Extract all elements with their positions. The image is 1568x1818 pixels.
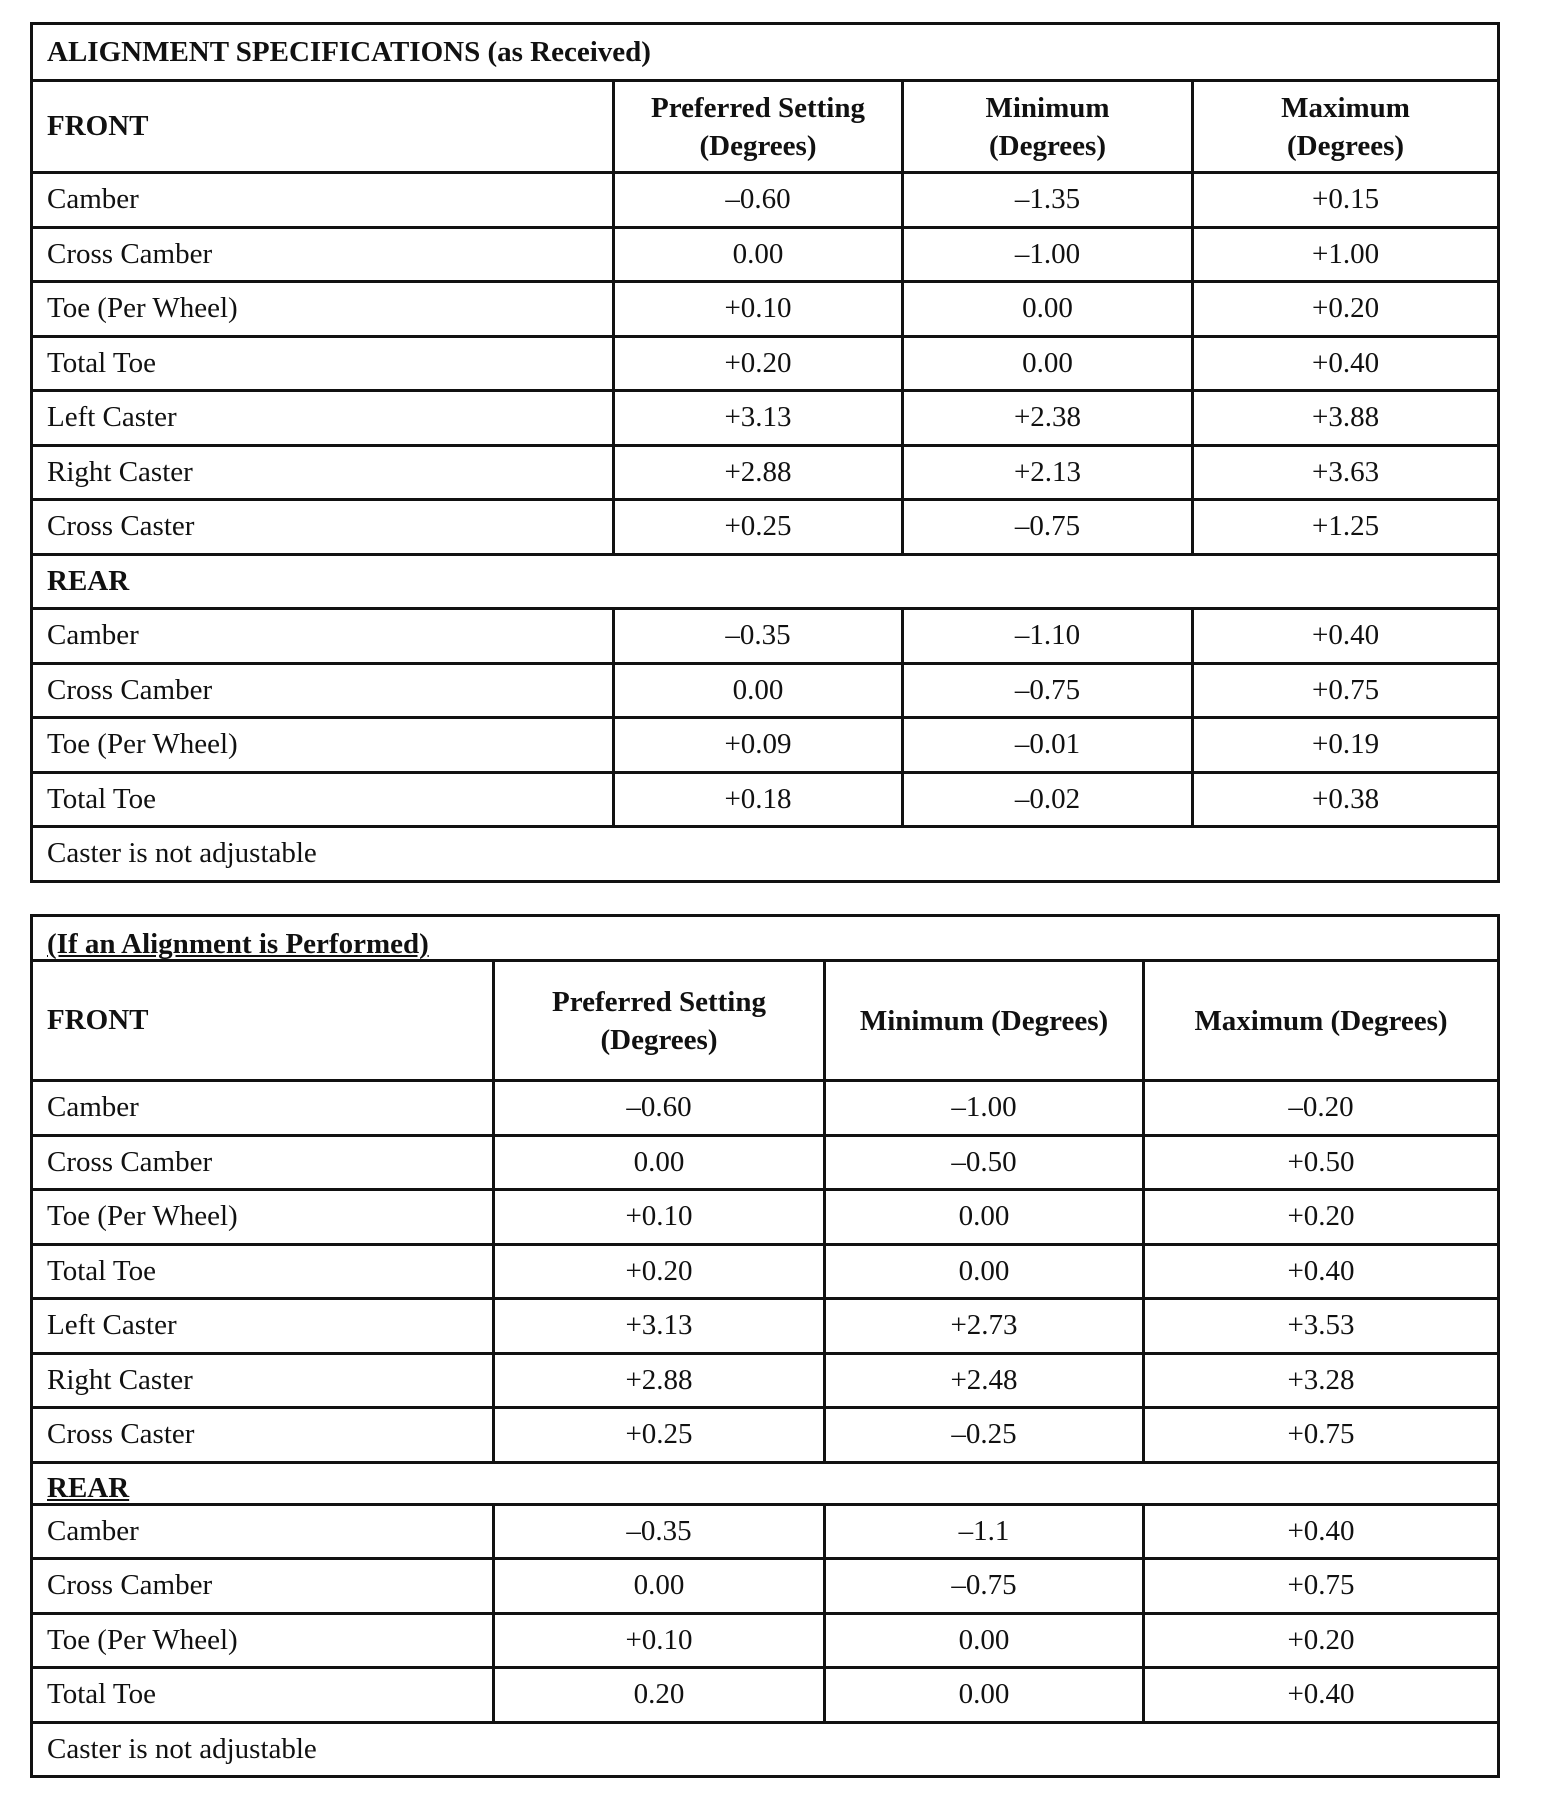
table-title-row bbox=[32, 24, 1499, 81]
maximum-value: +0.40 bbox=[1193, 336, 1499, 391]
table-row bbox=[32, 1244, 1499, 1299]
maximum-value: +0.75 bbox=[1144, 1559, 1499, 1614]
table-row bbox=[32, 1559, 1499, 1614]
minimum-value: 0.00 bbox=[825, 1668, 1144, 1723]
table-header-row bbox=[32, 81, 1499, 173]
minimum-value: –0.50 bbox=[825, 1135, 1144, 1190]
rear-section-row bbox=[32, 554, 1499, 609]
maximum-value: –0.20 bbox=[1144, 1081, 1499, 1136]
preferred-value: +0.09 bbox=[614, 718, 903, 773]
col-header-line: (Degrees) bbox=[988, 129, 1106, 162]
preferred-value: –0.60 bbox=[614, 173, 903, 228]
row-label: Camber bbox=[32, 609, 614, 664]
preferred-value: 0.20 bbox=[494, 1668, 825, 1723]
table-row bbox=[32, 445, 1499, 500]
row-label: Right Caster bbox=[32, 445, 614, 500]
front-section-label: FRONT bbox=[32, 961, 494, 1081]
table-footer-note: Caster is not adjustable bbox=[32, 827, 1499, 882]
maximum-value: +0.20 bbox=[1193, 282, 1499, 337]
maximum-value: +1.25 bbox=[1193, 500, 1499, 555]
maximum-value: +0.40 bbox=[1193, 609, 1499, 664]
row-label: Right Caster bbox=[32, 1353, 494, 1408]
preferred-value: 0.00 bbox=[614, 663, 903, 718]
maximum-value: +3.28 bbox=[1144, 1353, 1499, 1408]
preferred-value: –0.35 bbox=[494, 1504, 825, 1559]
col-header-maximum bbox=[1193, 81, 1499, 173]
preferred-value: +0.25 bbox=[614, 500, 903, 555]
minimum-value: 0.00 bbox=[825, 1613, 1144, 1668]
table-row bbox=[32, 1135, 1499, 1190]
col-header-line: (Degrees) bbox=[600, 1023, 718, 1056]
maximum-value: +3.53 bbox=[1144, 1299, 1499, 1354]
table-row bbox=[32, 227, 1499, 282]
minimum-value: –1.1 bbox=[825, 1504, 1144, 1559]
row-label: Total Toe bbox=[32, 1668, 494, 1723]
table-row bbox=[32, 173, 1499, 228]
preferred-value: +0.20 bbox=[614, 336, 903, 391]
minimum-value: 0.00 bbox=[903, 336, 1193, 391]
table-row bbox=[32, 609, 1499, 664]
table-footer-row bbox=[32, 1722, 1499, 1777]
preferred-value: 0.00 bbox=[614, 227, 903, 282]
row-label: Toe (Per Wheel) bbox=[32, 1613, 494, 1668]
preferred-value: +0.10 bbox=[494, 1613, 825, 1668]
table-row bbox=[32, 1668, 1499, 1723]
row-label: Toe (Per Wheel) bbox=[32, 718, 614, 773]
maximum-value: +0.38 bbox=[1193, 772, 1499, 827]
table-footer-row bbox=[32, 827, 1499, 882]
maximum-value: +0.15 bbox=[1193, 173, 1499, 228]
col-header-minimum: Minimum (Degrees) bbox=[825, 961, 1144, 1081]
table-footer-note: Caster is not adjustable bbox=[32, 1722, 1499, 1777]
minimum-value: –1.00 bbox=[903, 227, 1193, 282]
minimum-value: –1.35 bbox=[903, 173, 1193, 228]
maximum-value: +0.50 bbox=[1144, 1135, 1499, 1190]
maximum-value: +0.40 bbox=[1144, 1668, 1499, 1723]
maximum-value: +3.63 bbox=[1193, 445, 1499, 500]
row-label: Camber bbox=[32, 173, 614, 228]
alignment-as-received-table bbox=[30, 22, 1500, 883]
preferred-value: +0.20 bbox=[494, 1244, 825, 1299]
table-row bbox=[32, 772, 1499, 827]
maximum-value: +0.40 bbox=[1144, 1244, 1499, 1299]
preferred-value: +2.88 bbox=[614, 445, 903, 500]
table-row bbox=[32, 1190, 1499, 1245]
minimum-value: –1.10 bbox=[903, 609, 1193, 664]
preferred-value: +0.18 bbox=[614, 772, 903, 827]
minimum-value: +2.73 bbox=[825, 1299, 1144, 1354]
preferred-value: +0.10 bbox=[494, 1190, 825, 1245]
col-header-line: Maximum bbox=[1281, 91, 1410, 124]
col-header-line: (Degrees) bbox=[699, 129, 817, 162]
row-label: Cross Camber bbox=[32, 663, 614, 718]
maximum-value: +0.75 bbox=[1144, 1408, 1499, 1463]
table-row bbox=[32, 1408, 1499, 1463]
table-row bbox=[32, 1613, 1499, 1668]
minimum-value: 0.00 bbox=[825, 1190, 1144, 1245]
table-row bbox=[32, 1081, 1499, 1136]
preferred-value: +2.88 bbox=[494, 1353, 825, 1408]
table-title: (If an Alignment is Performed) bbox=[32, 916, 1499, 961]
preferred-value: 0.00 bbox=[494, 1135, 825, 1190]
preferred-value: +0.10 bbox=[614, 282, 903, 337]
table-row bbox=[32, 663, 1499, 718]
col-header-line: Preferred Setting bbox=[651, 91, 865, 124]
row-label: Cross Caster bbox=[32, 500, 614, 555]
table-row bbox=[32, 500, 1499, 555]
col-header-preferred bbox=[494, 961, 825, 1081]
minimum-value: 0.00 bbox=[903, 282, 1193, 337]
row-label: Left Caster bbox=[32, 391, 614, 446]
minimum-value: –0.75 bbox=[825, 1559, 1144, 1614]
minimum-value: 0.00 bbox=[825, 1244, 1144, 1299]
maximum-value: +0.20 bbox=[1144, 1613, 1499, 1668]
maximum-value: +0.20 bbox=[1144, 1190, 1499, 1245]
front-section-label: FRONT bbox=[32, 81, 614, 173]
maximum-value: +3.88 bbox=[1193, 391, 1499, 446]
minimum-value: –0.75 bbox=[903, 500, 1193, 555]
minimum-value: +2.13 bbox=[903, 445, 1193, 500]
minimum-value: –0.01 bbox=[903, 718, 1193, 773]
minimum-value: –0.02 bbox=[903, 772, 1193, 827]
table-row bbox=[32, 336, 1499, 391]
minimum-value: +2.48 bbox=[825, 1353, 1144, 1408]
row-label: Cross Caster bbox=[32, 1408, 494, 1463]
minimum-value: +2.38 bbox=[903, 391, 1193, 446]
preferred-value: –0.60 bbox=[494, 1081, 825, 1136]
table-row bbox=[32, 391, 1499, 446]
col-header-line: (Degrees) bbox=[1287, 129, 1405, 162]
maximum-value: +0.75 bbox=[1193, 663, 1499, 718]
table-row bbox=[32, 1353, 1499, 1408]
col-header-maximum: Maximum (Degrees) bbox=[1144, 961, 1499, 1081]
table-title: ALIGNMENT SPECIFICATIONS (as Received) bbox=[32, 24, 1499, 81]
alignment-performed-table bbox=[30, 914, 1500, 1778]
minimum-value: –1.00 bbox=[825, 1081, 1144, 1136]
maximum-value: +1.00 bbox=[1193, 227, 1499, 282]
row-label: Cross Camber bbox=[32, 227, 614, 282]
preferred-value: +3.13 bbox=[494, 1299, 825, 1354]
row-label: Total Toe bbox=[32, 1244, 494, 1299]
row-label: Toe (Per Wheel) bbox=[32, 1190, 494, 1245]
row-label: Total Toe bbox=[32, 336, 614, 391]
col-header-line: Minimum bbox=[985, 91, 1110, 124]
row-label: Toe (Per Wheel) bbox=[32, 282, 614, 337]
row-label: Cross Camber bbox=[32, 1135, 494, 1190]
preferred-value: +3.13 bbox=[614, 391, 903, 446]
row-label: Camber bbox=[32, 1504, 494, 1559]
rear-section-label: REAR bbox=[32, 1462, 1499, 1504]
minimum-value: –0.75 bbox=[903, 663, 1193, 718]
col-header-minimum bbox=[903, 81, 1193, 173]
minimum-value: –0.25 bbox=[825, 1408, 1144, 1463]
table-row bbox=[32, 1504, 1499, 1559]
table-row bbox=[32, 718, 1499, 773]
preferred-value: 0.00 bbox=[494, 1559, 825, 1614]
col-header-preferred bbox=[614, 81, 903, 173]
col-header-line: Preferred Setting bbox=[552, 985, 766, 1018]
row-label: Total Toe bbox=[32, 772, 614, 827]
row-label: Camber bbox=[32, 1081, 494, 1136]
table-header-row bbox=[32, 961, 1499, 1081]
maximum-value: +0.19 bbox=[1193, 718, 1499, 773]
rear-section-label: REAR bbox=[32, 554, 1499, 609]
row-label: Left Caster bbox=[32, 1299, 494, 1354]
maximum-value: +0.40 bbox=[1144, 1504, 1499, 1559]
rear-section-row bbox=[32, 1462, 1499, 1504]
preferred-value: +0.25 bbox=[494, 1408, 825, 1463]
table-row bbox=[32, 1299, 1499, 1354]
preferred-value: –0.35 bbox=[614, 609, 903, 664]
table-title-row bbox=[32, 916, 1499, 961]
row-label: Cross Camber bbox=[32, 1559, 494, 1614]
table-row bbox=[32, 282, 1499, 337]
